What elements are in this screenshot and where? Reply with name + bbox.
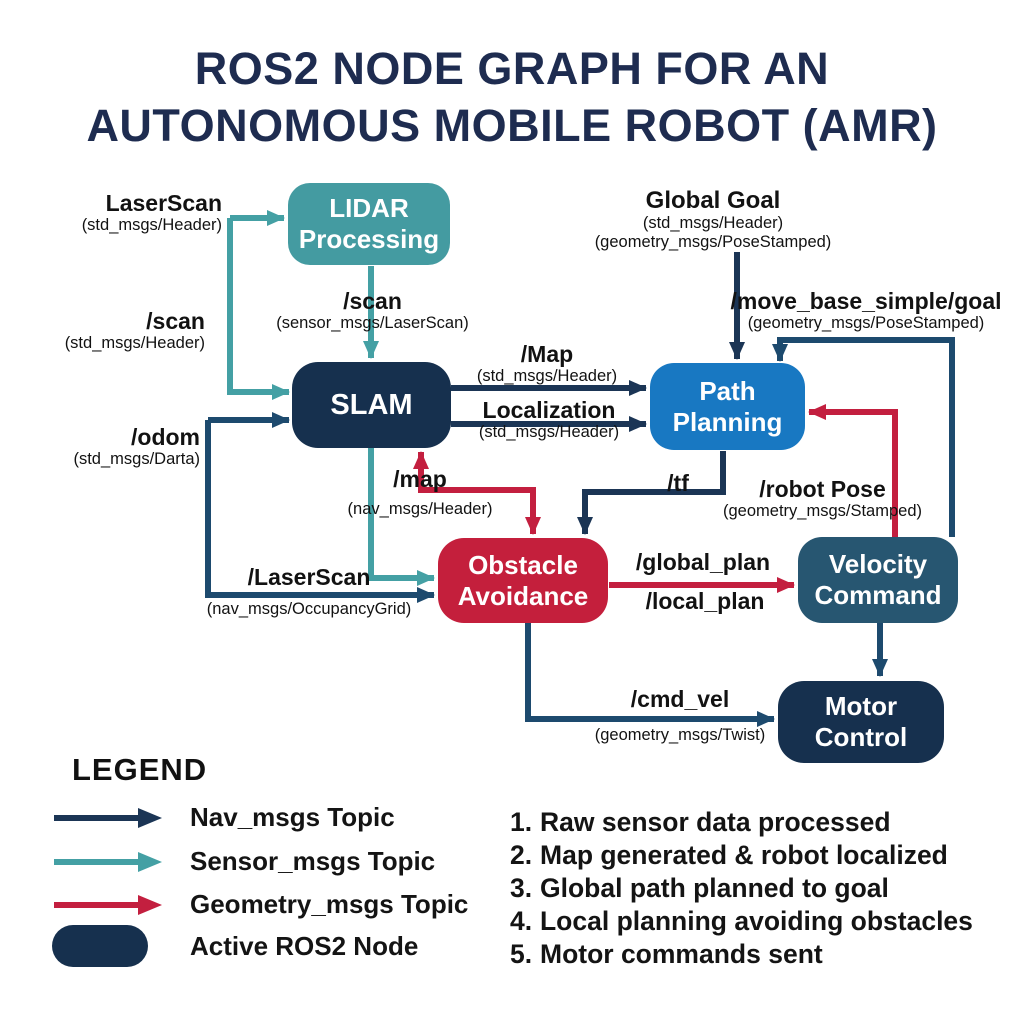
page-title-line1: ROS2 NODE GRAPH FOR AN bbox=[194, 43, 830, 94]
edge-label-odom: /odom (std_msgs/Darta) bbox=[73, 424, 200, 468]
active-node-pill-icon bbox=[52, 925, 172, 967]
geometry-msgs-arrow-icon bbox=[52, 892, 172, 918]
edge-label-scan-left: /scan (std_msgs/Header) bbox=[64, 308, 205, 352]
node-velocity-command-label: Velocity Command bbox=[814, 549, 942, 610]
node-path-planning bbox=[650, 363, 805, 450]
step-5: 5. Motor commands sent bbox=[510, 939, 823, 969]
node-lidar-processing-label: LIDAR Processing bbox=[298, 193, 440, 254]
legend-label-sensor-msgs: Sensor_msgs Topic bbox=[190, 846, 436, 876]
edge-label-move-base: /move_base_simple/goal (geometry_msgs/PoseStamped) bbox=[730, 288, 1002, 332]
edge-label-localization: Localization (std_msgs/Header) bbox=[478, 397, 620, 441]
edge-label-cmd-vel: /cmd_vel (geometry_msgs/Twist) bbox=[594, 686, 766, 744]
edge-label-laserscan-lower: /LaserScan (nav_msgs/OccupancyGrid) bbox=[206, 564, 412, 618]
legend-label-nav-msgs: Nav_msgs Topic bbox=[190, 802, 395, 832]
legend-label-active-node: Geometry_msgs Topic bbox=[190, 889, 469, 919]
node-motor-control bbox=[778, 681, 944, 763]
node-motor-control-label: Motor Control bbox=[814, 691, 908, 752]
step-3: 3. Global path planned to goal bbox=[510, 873, 889, 903]
edge-label-map-lower: /map (nav_msgs/Header) bbox=[347, 466, 493, 518]
node-path-planning-label: Path Planning bbox=[672, 375, 783, 437]
edge-label-tf: /tf bbox=[667, 470, 689, 496]
legend-heading: LEGEND bbox=[72, 752, 208, 787]
step-4: 4. Local planning avoiding obstacles bbox=[510, 906, 973, 936]
node-velocity-command bbox=[798, 537, 958, 623]
edge-label-local-plan: /local_plan bbox=[645, 588, 765, 614]
step-1: 1. Raw sensor data processed bbox=[510, 807, 891, 837]
sensor-msgs-arrow-icon bbox=[52, 849, 172, 875]
edge-label-robot-pose: /robot Pose (geometry_msgs/Stamped) bbox=[723, 476, 922, 520]
edge-label-global-goal: Global Goal (std_msgs/Header) (geometry_msgs/PoseStamped) bbox=[594, 187, 832, 251]
nav-msgs-arrow-icon bbox=[52, 805, 172, 831]
legend-item-sensor-msgs bbox=[52, 846, 435, 877]
edge-label-scan-mid: /scan (sensor_msgs/LaserScan) bbox=[276, 288, 469, 332]
process-steps-list bbox=[510, 806, 973, 971]
edge-label-global-plan: /global_plan bbox=[635, 549, 771, 575]
node-slam bbox=[292, 362, 451, 448]
node-slam-label: SLAM bbox=[330, 388, 413, 421]
legend-item-active-node bbox=[52, 925, 418, 967]
legend-label-active-ros2-node: Active ROS2 Node bbox=[190, 930, 419, 961]
step-2: 2. Map generated & robot localized bbox=[510, 840, 948, 870]
legend-item-nav-msgs bbox=[52, 802, 395, 833]
node-lidar-processing bbox=[288, 183, 450, 265]
page-title-line2: AUTONOMOUS MOBILE ROBOT (AMR) bbox=[86, 100, 938, 151]
edge-label-laserscan: LaserScan (std_msgs/Header) bbox=[81, 190, 222, 234]
node-obstacle-avoidance bbox=[438, 538, 608, 623]
node-obstacle-avoidance-label: Obstacle Avoidance bbox=[457, 549, 589, 611]
edge-label-map-topic: /Map (std_msgs/Header) bbox=[476, 341, 618, 385]
legend-item-geometry-msgs bbox=[52, 889, 468, 920]
